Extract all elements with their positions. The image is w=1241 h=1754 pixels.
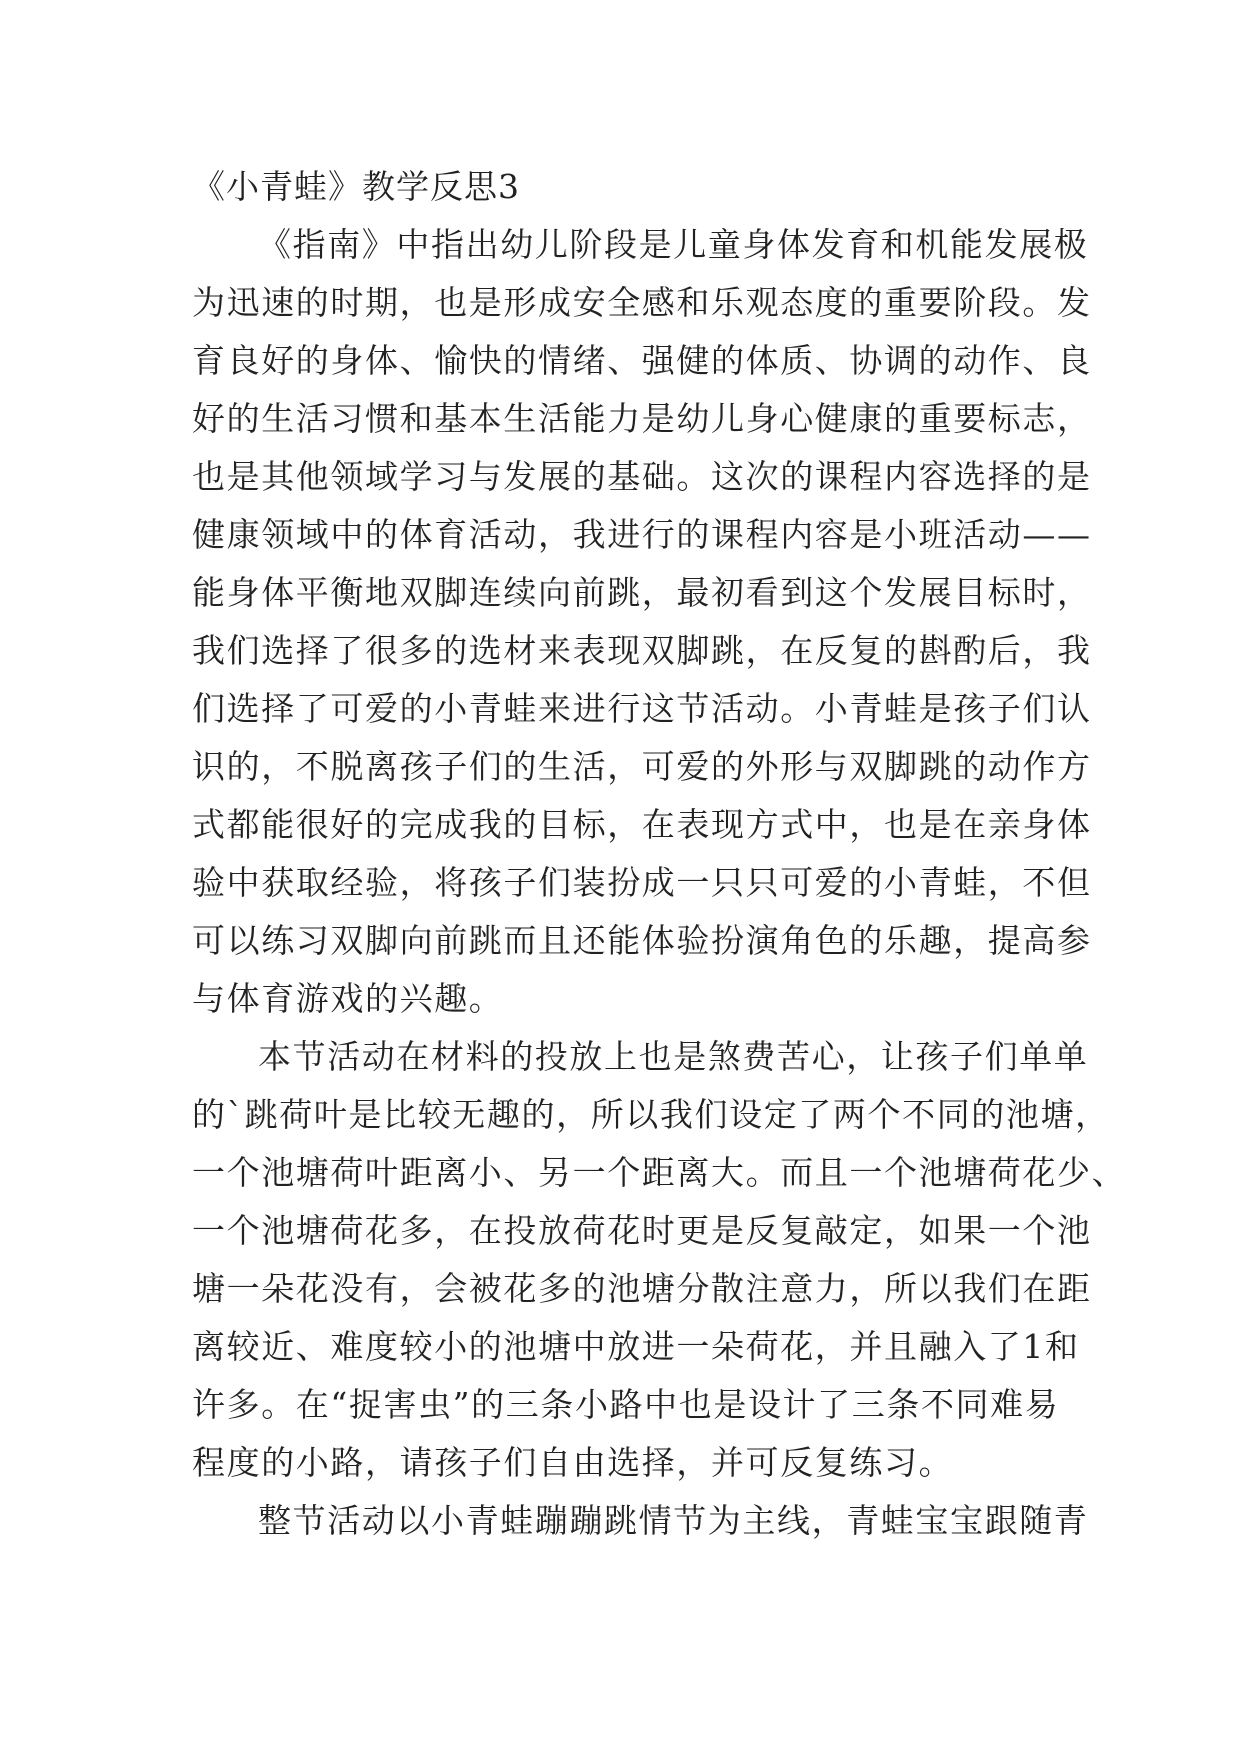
paragraph-line: 可以练习双脚向前跳而且还能体验扮演角色的乐趣，提高参 — [192, 921, 1092, 960]
paragraph-1 — [192, 216, 1092, 1028]
paragraph-line: 一个池塘荷叶距离小、另一个距离大。而且一个池塘荷花少、 — [192, 1153, 1127, 1192]
paragraph-line: 许多。在“捉害虫”的三条小路中也是设计了三条不同难易 — [192, 1385, 1060, 1424]
paragraph-line: 识的，不脱离孩子们的生活，可爱的外形与双脚跳的动作方 — [192, 747, 1092, 786]
paragraph-line: 育良好的身体、愉快的情绪、强健的体质、协调的动作、良 — [192, 341, 1092, 380]
document-page — [192, 158, 1127, 1550]
paragraph-line: 我们选择了很多的选材来表现双脚跳，在反复的斟酌后，我 — [192, 631, 1092, 670]
paragraph-line: 程度的小路，请孩子们自由选择，并可反复练习。 — [192, 1443, 954, 1482]
paragraph-line: 一个池塘荷花多，在投放荷花时更是反复敲定，如果一个池 — [192, 1211, 1092, 1250]
paragraph-2 — [192, 1028, 1127, 1492]
paragraph-line: 们选择了可爱的小青蛙来进行这节活动。小青蛙是孩子们认 — [192, 689, 1092, 728]
document-title: 《小青蛙》教学反思3 — [192, 167, 520, 206]
paragraph-line: 式都能很好的完成我的目标，在表现方式中，也是在亲身体 — [192, 805, 1092, 844]
paragraph-line: 离较近、难度较小的池塘中放进一朵荷花，并且融入了1和 — [192, 1327, 1080, 1366]
paragraph-line: 塘一朵花没有，会被花多的池塘分散注意力，所以我们在距 — [192, 1269, 1092, 1308]
paragraph-line: 验中获取经验，将孩子们装扮成一只只可爱的小青蛙，不但 — [192, 863, 1092, 902]
paragraph-line: 整节活动以小青蛙蹦蹦跳情节为主线，青蛙宝宝跟随青 — [258, 1501, 1089, 1540]
paragraph-line: 本节活动在材料的投放上也是煞费苦心，让孩子们单单 — [258, 1037, 1089, 1076]
paragraph-line: 《指南》中指出幼儿阶段是儿童身体发育和机能发展极 — [258, 225, 1089, 264]
paragraph-line: 的`跳荷叶是比较无趣的，所以我们设定了两个不同的池塘， — [192, 1095, 1110, 1134]
paragraph-line: 为迅速的时期，也是形成安全感和乐观态度的重要阶段。发 — [192, 283, 1092, 322]
paragraph-3 — [192, 1492, 1089, 1550]
paragraph-line: 也是其他领域学习与发展的基础。这次的课程内容选择的是 — [192, 457, 1092, 496]
paragraph-line: 与体育游戏的兴趣。 — [192, 979, 504, 1018]
paragraph-line: 能身体平衡地双脚连续向前跳，最初看到这个发展目标时， — [192, 573, 1092, 612]
paragraph-line: 好的生活习惯和基本生活能力是幼儿身心健康的重要标志， — [192, 399, 1092, 438]
paragraph-line: 健康领域中的体育活动，我进行的课程内容是小班活动—— — [192, 515, 1092, 554]
